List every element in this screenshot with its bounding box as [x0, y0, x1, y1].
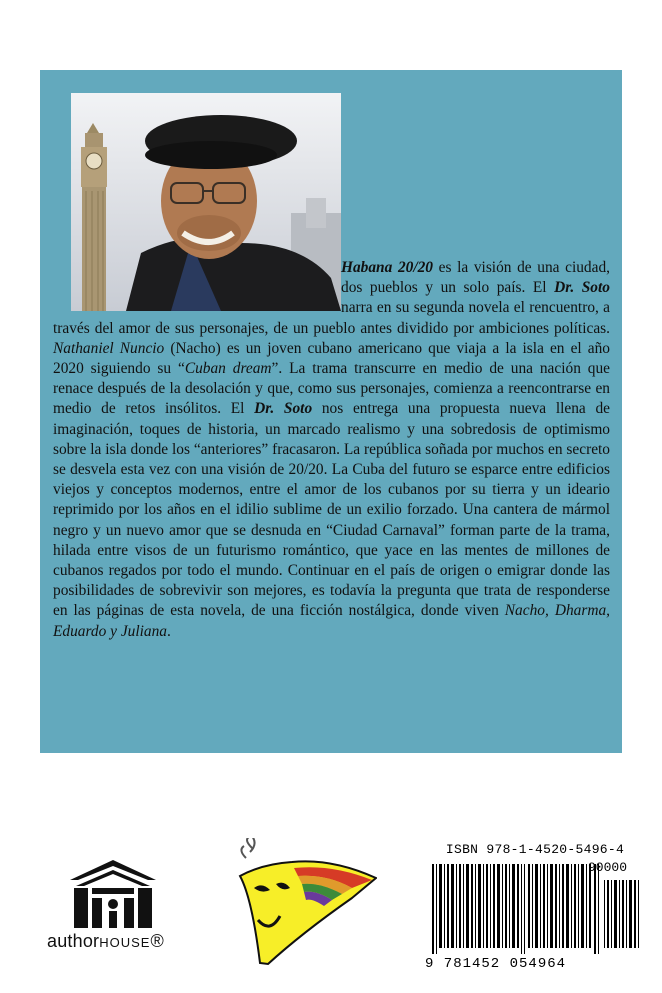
carnival-mask-logo-icon — [232, 838, 377, 968]
blurb-text — [53, 258, 610, 642]
authorhouse-logo-icon — [68, 858, 158, 932]
photo-wrap-spacer — [53, 264, 341, 318]
book-title: Habana 20/20 — [341, 259, 434, 276]
author-name: Dr. Soto — [554, 279, 610, 297]
ean-digits: 9 781452 054964 — [425, 956, 567, 972]
blurb-end: . — [167, 622, 171, 640]
blurb-sentence: ”. La trama transcurre en medio de una nación que renace después de la desolación y que, como sus personajes, comienza a reencontrarse en medio de retos insólitos. El — [53, 360, 610, 418]
cuban-dream: Cuban dream — [184, 360, 272, 378]
character-names: Nacho, Dharma, Eduardo y Juliana — [53, 602, 611, 640]
price-code: 90000 — [588, 860, 628, 875]
publisher-wordmark — [47, 931, 164, 952]
character-name: Nathaniel Nuncio — [53, 339, 165, 357]
publisher-name-prefix: author — [47, 931, 100, 951]
blurb-sentence: (Nacho) es un joven cubano americano que viaja a la isla en el año 2020 siguiendo su “ — [53, 339, 610, 378]
registered-mark: ® — [150, 931, 164, 951]
author-name: Dr. Soto — [254, 400, 313, 418]
blurb-sentence: nos entrega una propuesta nueva llena de imaginación, toques de historia, un marcado realismo y una sobredosis de optimismo sobre la isla donde los “anteriores” fracasaron. La república soñada por muchos en secreto se desvela esta vez con una visión de 20/20. La Cuba del futuro se esparce entre edificios viejos y conceptos modernos, entre el amor de los cubanos por su tierra y un ideario reprimido por los años en el idilio sublime de un exilio forzado. Una cantera de mármol negro y un nuevo amor que se desnuda en “Ciudad Carnaval” forman parte de la trama, hilada entre visos de un futurismo romántico, que yace en las mentes de millones de cubanos regados por todo el mundo. Continuar en el país de origen o emigrar donde las posibilidades de sobrevivir son mejores, es todavía la pregunta que trata de responderse en las páginas de esta novela, de una ficción nostálgica, donde viven — [53, 400, 610, 620]
publisher-name-suffix: HOUSE — [99, 935, 151, 950]
isbn-label: ISBN 978-1-4520-5496-4 — [445, 842, 625, 857]
blurb-sentence: es la visión de una ciudad, dos pueblos y un solo país. El — [341, 259, 611, 297]
blurb-sentence: narra en su segunda novela el rencuentro, a través del amor de sus personajes, de un pueblo antes dividido por ambiciones políticas. — [53, 299, 610, 337]
